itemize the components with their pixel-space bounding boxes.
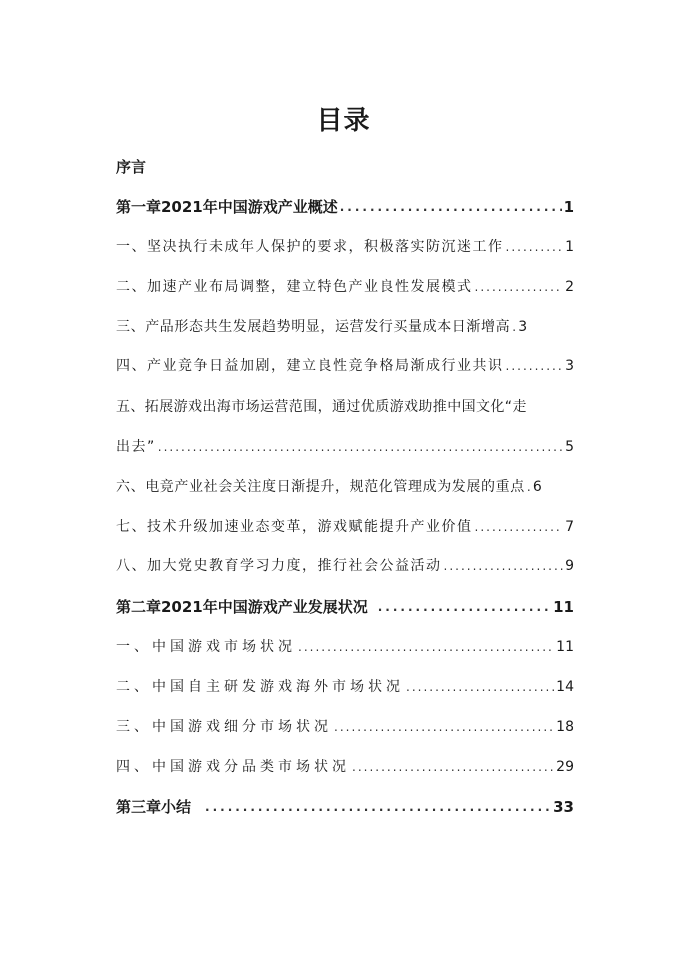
toc-entry-label: 第二章2021年中国游戏产业发展状况 — [116, 598, 368, 616]
toc-entry-label: 第一章2021年中国游戏产业概述 — [116, 198, 338, 216]
toc-entry[interactable] — [116, 238, 574, 256]
toc-entry-label: 四、产业竞争日益加剧，建立良性竞争格局渐成行业共识 — [116, 358, 504, 374]
dot-leader — [352, 758, 554, 776]
toc-entry-label: 三、产品形态共生发展趋势明显，运营发行买量成本日渐增高 — [116, 319, 511, 335]
toc-entry-page: 5 — [565, 439, 574, 455]
dot-leader — [506, 238, 564, 256]
toc-entry[interactable] — [116, 678, 574, 696]
dot-leader — [475, 518, 564, 536]
toc-entry-chapter-3[interactable] — [116, 798, 574, 816]
dot-leader — [334, 718, 554, 736]
toc-entry-page: 1 — [565, 239, 574, 255]
toc-entry[interactable] — [116, 357, 574, 375]
page-title: 目录 — [316, 106, 371, 136]
toc-entry-page: 18 — [556, 719, 574, 735]
toc-entry-page: 29 — [556, 759, 574, 775]
dot-leader — [506, 357, 564, 375]
dot-leader — [205, 798, 551, 816]
toc-entry[interactable] — [116, 478, 574, 496]
toc-entry-label: 一、中国游戏市场状况 — [116, 639, 296, 655]
dot-leader — [378, 598, 551, 616]
toc-entry-label: 八、加大党史教育学习力度，推行社会公益活动 — [116, 558, 442, 574]
toc-entry[interactable] — [116, 518, 574, 536]
toc-entry[interactable] — [116, 718, 574, 736]
toc-entry-label: 二、加速产业布局调整，建立特色产业良性发展模式 — [116, 279, 473, 295]
toc-entry-label-line1[interactable]: 五、拓展游戏出海市场运营范围，通过优质游戏助推中国文化“走 — [116, 399, 527, 415]
toc-entry-page: 11 — [553, 598, 574, 616]
toc-entry[interactable] — [116, 557, 574, 575]
toc-entry-page: 6 — [532, 479, 542, 495]
toc-entry[interactable] — [116, 638, 574, 656]
dot-leader — [340, 198, 562, 216]
toc-entry-page: 33 — [553, 798, 574, 816]
dot-leader — [406, 678, 554, 696]
toc-entry-page: 3 — [565, 358, 574, 374]
toc-entry-label: 六、电竞产业社会关注度日渐提升，规范化管理成为发展的重点 — [116, 479, 525, 495]
dot-leader — [512, 318, 516, 336]
toc-entry-label: 四、中国游戏分品类市场状况 — [116, 759, 350, 775]
toc-entry[interactable] — [116, 278, 574, 296]
dot-leader — [475, 278, 564, 296]
dot-leader — [158, 438, 563, 456]
dot-leader — [527, 478, 531, 496]
toc-entry-label: 二、中国自主研发游戏海外市场状况 — [116, 679, 404, 695]
toc-entry-page: 1 — [563, 198, 574, 216]
toc-entry-chapter-2[interactable] — [116, 598, 574, 616]
toc-entry-page: 14 — [556, 679, 574, 695]
toc-preface[interactable]: 序言 — [116, 158, 147, 176]
toc-entry[interactable] — [116, 758, 574, 776]
toc-entry-chapter-1[interactable] — [116, 198, 574, 216]
dot-leader — [298, 638, 554, 656]
toc-entry-page: 11 — [556, 639, 574, 655]
toc-entry-label: 第三章小结 — [116, 798, 192, 816]
toc-entry-page: 9 — [565, 558, 574, 574]
toc-entry-page: 7 — [565, 519, 574, 535]
toc-entry[interactable] — [116, 318, 574, 336]
toc-entry-label: 一、坚决执行未成年人保护的要求，积极落实防沉迷工作 — [116, 239, 504, 255]
dot-leader — [444, 557, 564, 575]
toc-entry-page: 2 — [565, 279, 574, 295]
toc-entry-label: 三、中国游戏细分市场状况 — [116, 719, 332, 735]
toc-entry-page: 3 — [518, 319, 528, 335]
toc-entry[interactable] — [116, 438, 574, 456]
toc-entry-label: 七、技术升级加速业态变革，游戏赋能提升产业价值 — [116, 519, 473, 535]
toc-entry-label: 出去” — [116, 439, 156, 455]
